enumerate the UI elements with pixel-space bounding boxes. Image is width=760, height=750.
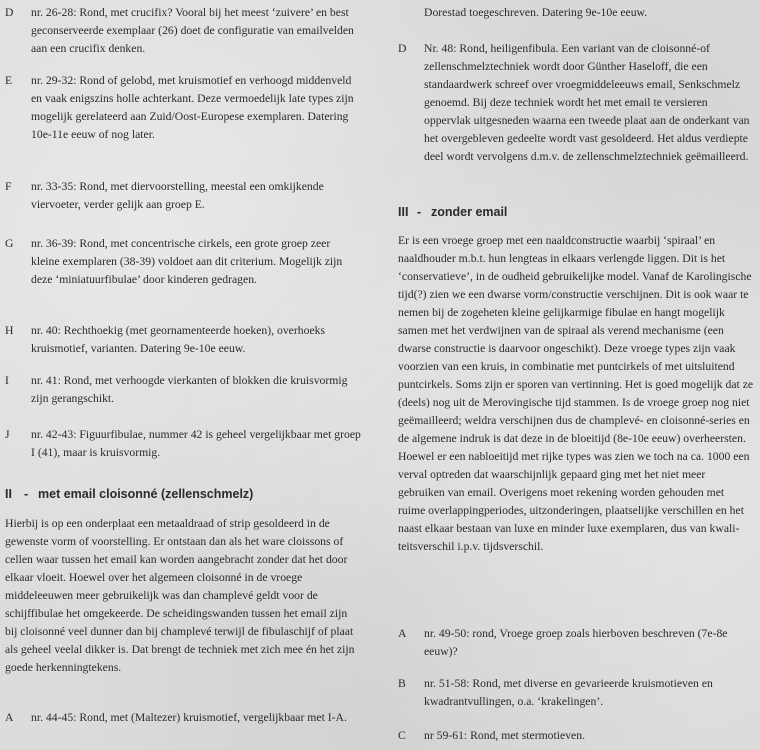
section-heading-iii — [398, 203, 754, 221]
entry-d-senkschmelz — [398, 40, 754, 166]
entry-g — [5, 235, 361, 289]
entry-text: nr. 26-28: Rond, met crucifix? Vooral bij het meest ‘zuivere’ en best geconserveerde exemplaar (26) doet de configuratie van emailvelden aan een crucifix denken. — [31, 6, 354, 55]
entry-e — [5, 72, 361, 144]
section-number: III — [398, 205, 409, 219]
entry-text: nr. 42-43: Figuurfibulae, nummer 42 is geheel vergelijkbaar met groep I (41), maar is kruisvormig. — [31, 428, 361, 459]
entry-letter: C — [398, 729, 406, 742]
entry-text: nr 59-61: Rond, met stermotieven. — [424, 729, 585, 742]
entry-text: nr. 49-50: rond, Vroege groep zoals hierboven beschreven (7e-8e eeuw)? — [424, 627, 728, 658]
section-title: zonder email — [431, 205, 508, 219]
entry-a-zonder — [398, 625, 754, 661]
section-title: met email cloisonné (zellenschmelz) — [38, 487, 254, 501]
section-dash: - — [417, 205, 422, 219]
entry-letter: G — [5, 237, 14, 250]
section-iii-paragraph: Er is een vroege groep met een naaldconstructie waarbij ‘spiraal’ en naaldhouder m.b.t. hun lengteas in elkaars verlengde liggen. Dit is het ‘conservatieve’, in de oudheid gebruikelijke model. Vanaf de Karolingische tijd(?) zien we een dwarse vorm/constructie verschijnen. Dit is ook waar te nemen bij de zogeheten kleine gelijkarmige fibulae en hangt mogelijk samen met het verdwijnen van de spiraal als verend mechanisme (een dwarse constructie is daarvoor ongeschikt). Deze vroege types zijn vaak voorzien van een kruis, in combinatie met puntcirkels of met uitsluitend puntcirkels. Soms zijn er sporen van vertinning. Het is goed mogelijk dat ze (deels) nog uit de Merovingische tijd stammen. Is de vroege groep nog niet geëmailleerd; weldra verschijnen dus de champlevé- en cloisonné-series en de algemene indruk is dat deze in de bloeitijd (8e-10e eeuw) overheersten. Hoewel er een nabloeitijd met rijke types was zien we toch na ca. 1000 een verval optreden dat waarschijnlijk gepaard ging met het niet meer gebruiken van email. Overigens moet rekening worden gehouden met ruime overlappingperiodes, uitzonderingen, plaatselijke verschillen en het naast elkaar bestaan van luxe en minder luxe exemplaren, dus van kwaliteitsverschil i.p.v. tijdsverschil. — [398, 234, 754, 553]
entry-letter: E — [5, 74, 13, 87]
entry-c-zonder — [398, 727, 754, 745]
entry-f — [5, 178, 361, 214]
entry-text: nr. 33-35: Rond, met diervoorstelling, meestal een omkijkende viervoeter, verder gelijk aan groep E. — [31, 180, 324, 211]
entry-text: nr. 29-32: Rond of gelobd, met kruismotief en verhoogd middenveld en vaak enigszins holle achterkant. Deze vermoedelijk late types zijn mogelijk gerelateerd aan Zuid/Oost-Europese exemplaren. Datering 10e-11e eeuw of nog later. — [31, 74, 354, 141]
entry-a-cloisonne — [5, 709, 361, 727]
entry-letter: H — [5, 324, 14, 337]
entry-letter: J — [5, 428, 10, 441]
entry-text: nr. 40: Rechthoekig (met geornamenteerde hoeken), overhoeks kruismotief, varianten. Datering 9e-10e eeuw. — [31, 324, 326, 355]
entry-d — [5, 4, 361, 58]
entry-letter: D — [5, 6, 14, 19]
entry-text: nr. 41: Rond, met verhoogde vierkanten of blokken die kruisvormig zijn gerangschikt. — [31, 374, 348, 405]
entry-text: nr. 36-39: Rond, met concentrische cirkels, een grote groep zeer kleine exemplaren (38-39) voldoet aan dit criterium. Mogelijk zijn deze ‘miniatuurfibulae’ door kinderen gedragen. — [31, 237, 343, 286]
entry-letter: B — [398, 677, 406, 690]
continued-text: Dorestad toegeschreven. Datering 9e-10e eeuw. — [424, 6, 648, 19]
entry-h — [5, 322, 361, 358]
entry-letter: F — [5, 180, 12, 193]
section-dash: - — [24, 487, 29, 501]
entry-letter: D — [398, 42, 407, 55]
entry-letter: A — [5, 711, 14, 724]
entry-b-zonder — [398, 675, 754, 711]
entry-text: Nr. 48: Rond, heiligenfibula. Een variant van de cloisonné-of zellenschmelztechniek wordt door Günther Haseloff, die een standaardwerk schreef over vroegmiddeleeuws email, Senkschmelz genoemd. Bij deze techniek wordt het met email te versieren oppervlak uitgesneden waarna een tweede plaat aan de onderkant van het overgebleven gedeelte wordt vast gesoldeerd. Het aldus verdiepte deel wordt vervolgens d.m.v. de zellenschmelztechniek geëmailleerd. — [424, 42, 750, 163]
entry-letter: A — [398, 627, 407, 640]
entry-text: nr. 44-45: Rond, met (Maltezer) kruismotief, vergelijkbaar met I-A. — [31, 711, 347, 724]
section-heading-ii — [5, 485, 361, 503]
section-ii-paragraph: Hierbij is op een onderplaat een metaaldraad of strip gesoldeerd in de gewenste vorm of voorstelling. Er ontstaan dan als het ware cloissons of cellen waar tussen het email kan worden aangebracht zonder dat het door elkaar vloeit. Hoewel over het algemeen cloisonné in de vroege middeleeuwen meer gebruikelijk was dan champlevé geldt voor de schijffibulae het omgekeerde. De scheidingswanden tussen het email zijn bij cloisonné veel dunner dan bij champlevé terwijl de fibulaschijf of plaat als geheel veelal dikker is. Dat brengt de techniek met zich mee én het zijn goede herkenningtekens. — [5, 517, 355, 674]
entry-i — [5, 372, 361, 408]
entry-letter: I — [5, 374, 9, 387]
entry-text: nr. 51-58: Rond, met diverse en gevarieerde kruismotieven en kwadrantvullingen, o.a. ‘krakelingen’. — [424, 677, 713, 708]
section-number: II — [5, 487, 12, 501]
entry-j — [5, 426, 361, 462]
